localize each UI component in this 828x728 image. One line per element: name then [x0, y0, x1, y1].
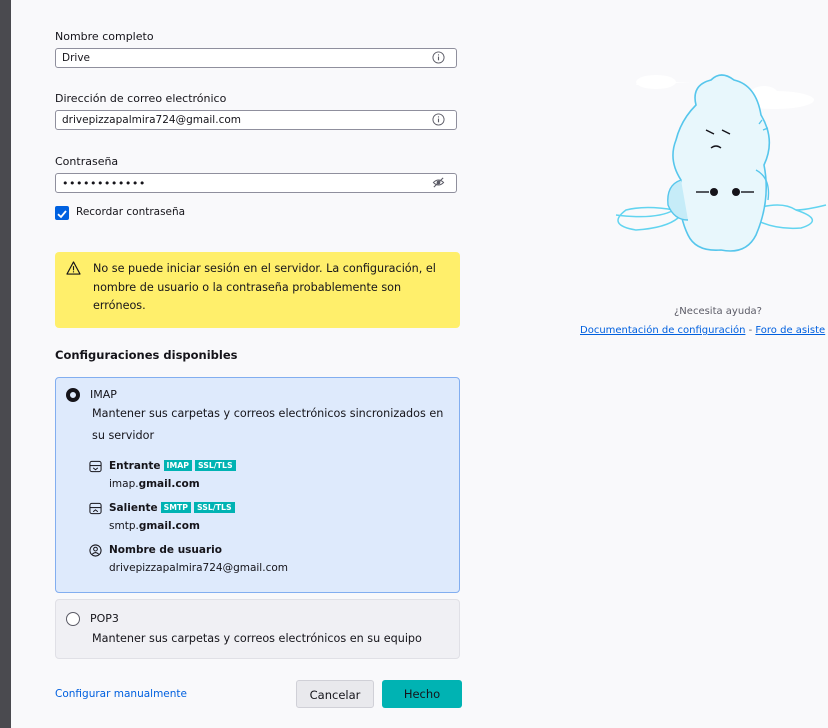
- password-field[interactable]: [55, 173, 457, 193]
- info-icon[interactable]: [432, 113, 445, 126]
- outgoing-protocol-tag: SMTP: [161, 502, 191, 513]
- outgoing-server-icon: [89, 502, 102, 515]
- remember-password-checkbox[interactable]: [55, 206, 69, 220]
- pop3-option[interactable]: [55, 599, 460, 659]
- disconnected-mascot-illustration: [596, 60, 828, 270]
- full-name-field[interactable]: [55, 48, 457, 68]
- help-link-separator: -: [745, 325, 756, 336]
- pop3-option-description: Mantener sus carpetas y correos electrónicos en su equipo: [92, 632, 422, 645]
- help-links: [580, 325, 825, 336]
- user-icon: [89, 544, 102, 557]
- login-error-notice: [55, 252, 460, 328]
- email-value: drivepizzapalmira724@gmail.com: [62, 114, 241, 126]
- password-value: ••••••••••••: [62, 177, 146, 190]
- login-error-text: No se puede iniciar sesión en el servidor. La configuración, el nombre de usuario o la contraseña probablemente son erróneos.: [93, 262, 436, 312]
- email-label: Dirección de correo electrónico: [55, 92, 227, 105]
- eye-slash-icon[interactable]: [432, 176, 445, 189]
- password-label: Contraseña: [55, 155, 119, 168]
- setup-docs-link[interactable]: Documentación de configuración: [580, 325, 746, 336]
- info-icon[interactable]: [432, 51, 445, 64]
- outgoing-host: smtp.gmail.com: [109, 520, 200, 532]
- configure-manually-link[interactable]: Configurar manualmente: [55, 688, 187, 700]
- imap-option[interactable]: [55, 377, 460, 593]
- username-value: drivepizzapalmira724@gmail.com: [109, 562, 288, 574]
- pop3-radio[interactable]: [66, 612, 80, 626]
- support-forum-link[interactable]: Foro de asiste: [755, 325, 826, 336]
- email-field[interactable]: [55, 110, 457, 130]
- cancel-button[interactable]: Cancelar: [296, 680, 374, 708]
- warning-icon: [66, 261, 81, 275]
- help-question: ¿Necesita ayuda?: [674, 306, 762, 317]
- incoming-security-tag: SSL/TLS: [195, 460, 236, 471]
- outgoing-security-tag: SSL/TLS: [194, 502, 235, 513]
- remember-password-label: Recordar contraseña: [76, 206, 186, 218]
- done-button[interactable]: Hecho: [382, 680, 462, 708]
- outgoing-label: Saliente: [109, 502, 158, 514]
- imap-option-description: Mantener sus carpetas y correos electrónicos sincronizados en su servidor: [92, 407, 444, 442]
- window-left-edge: [0, 0, 11, 728]
- imap-option-name: IMAP: [90, 388, 117, 401]
- incoming-host: imap.gmail.com: [109, 478, 200, 490]
- username-label: Nombre de usuario: [109, 544, 222, 556]
- incoming-protocol-tag: IMAP: [164, 460, 192, 471]
- full-name-label: Nombre completo: [55, 30, 154, 43]
- available-configs-title: Configuraciones disponibles: [55, 348, 238, 362]
- checkmark-icon: [55, 207, 69, 221]
- pop3-option-name: POP3: [90, 612, 119, 625]
- imap-radio[interactable]: [66, 388, 80, 402]
- incoming-label: Entrante: [109, 460, 161, 472]
- full-name-value: Drive: [62, 52, 90, 64]
- incoming-server-icon: [89, 460, 102, 473]
